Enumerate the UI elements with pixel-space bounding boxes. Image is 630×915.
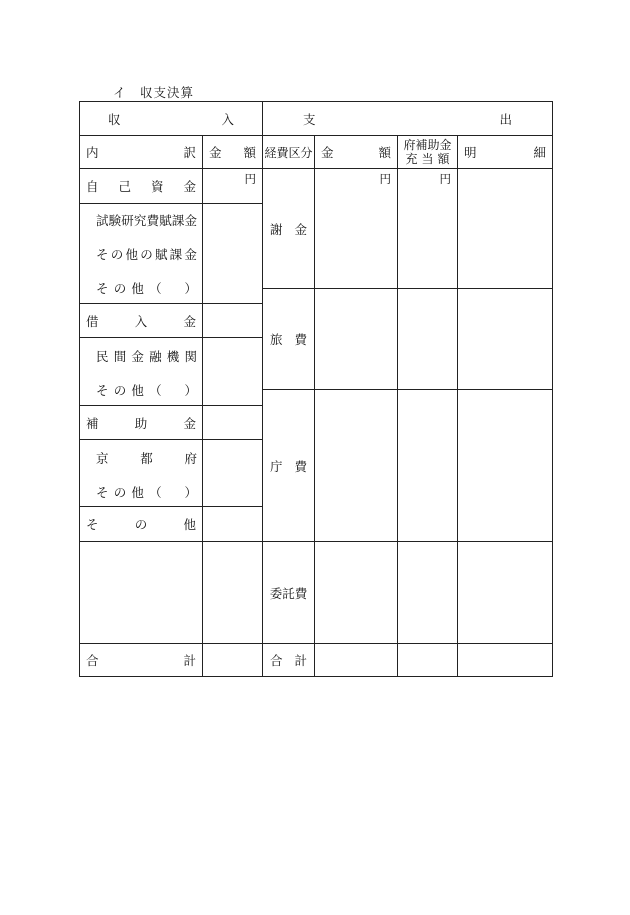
- amount-income-total: [202, 643, 263, 677]
- details-expense-total: [457, 643, 553, 677]
- amount-borrowing-sub: [202, 337, 263, 406]
- blank-income-amount: [202, 541, 263, 644]
- col-breakdown: 内 訳: [79, 135, 203, 169]
- sub-other-levy: そ の 他 の 賦 課 金: [96, 247, 197, 262]
- row-borrowing: 借 入 金: [79, 303, 203, 338]
- amount-consignment: [314, 541, 398, 644]
- col-expense-amount: 金 額: [314, 135, 398, 169]
- sub-kyoto-prefecture: 京 都 府: [96, 451, 197, 466]
- amount-subsidy-sub: [202, 439, 263, 507]
- details-honorarium: [457, 168, 553, 289]
- subsidy-travel: [397, 288, 458, 390]
- col-subsidy-allocation: 府補助金 充 当 額: [397, 135, 458, 169]
- row-travel: 旅 費: [262, 288, 315, 390]
- subsidy-consignment: [397, 541, 458, 644]
- amount-own-funds: 円: [202, 168, 263, 204]
- amount-expense-total: [314, 643, 398, 677]
- amount-honorarium: 円: [314, 168, 398, 289]
- amount-office-expense: [314, 389, 398, 542]
- row-honorarium: 謝 金: [262, 168, 315, 289]
- header-income: 収 入: [79, 101, 263, 136]
- row-income-total: 合 計: [79, 643, 203, 677]
- col-category: 経費区分: [262, 135, 315, 169]
- subsidy-expense-total: [397, 643, 458, 677]
- row-subsidy: 補 助 金: [79, 405, 203, 440]
- amount-other: [202, 506, 263, 542]
- row-consignment: 委託費: [262, 541, 315, 644]
- details-office-expense: [457, 389, 553, 542]
- row-other: そ の 他: [79, 506, 203, 542]
- amount-own-funds-sub: [202, 203, 263, 304]
- col-income-amount: 金 額: [202, 135, 263, 169]
- header-expense: 支 出: [262, 101, 553, 136]
- sub-subsidy-other: そ の 他 （ ）: [96, 485, 197, 500]
- blank-income-row: [79, 541, 203, 644]
- section-title: イ 収支決算: [113, 85, 195, 100]
- amount-travel: [314, 288, 398, 390]
- sub-private-finance: 民 間 金 融 機 関: [96, 349, 197, 364]
- sub-borrowing-other: そ の 他 （ ）: [96, 383, 197, 398]
- sub-test-research-levy: 試 験 研 究 費 賦 課 金: [96, 213, 197, 228]
- subsidy-honorarium: 円: [397, 168, 458, 289]
- row-office-expense: 庁 費: [262, 389, 315, 542]
- subsidy-office-expense: [397, 389, 458, 542]
- row-expense-total: 合 計: [262, 643, 315, 677]
- details-travel: [457, 288, 553, 390]
- col-details: 明 細: [457, 135, 553, 169]
- row-own-funds: 自 己 資 金: [79, 168, 203, 204]
- amount-borrowing: [202, 303, 263, 338]
- sub-own-other: そ の 他 （ ）: [96, 281, 197, 296]
- amount-subsidy: [202, 405, 263, 440]
- details-consignment: [457, 541, 553, 644]
